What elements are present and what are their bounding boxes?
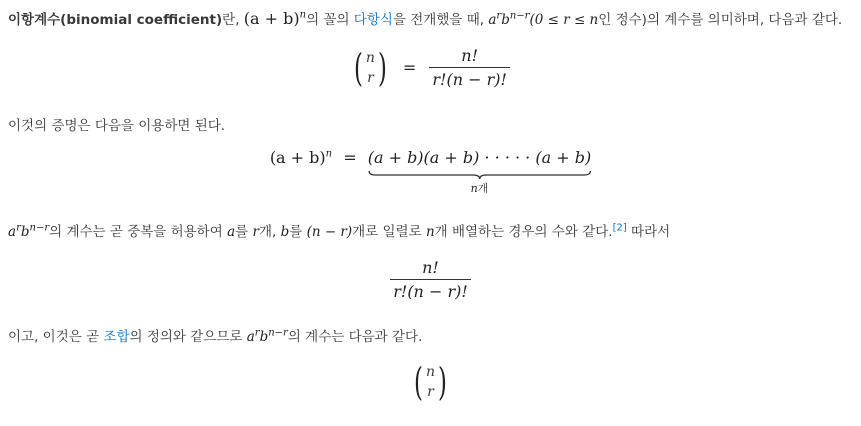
equation-binomial-definition (0, 46, 861, 89)
text: 을 전개했을 때, (392, 12, 489, 28)
equals-sign: = (343, 148, 357, 167)
binomial-symbol: ( n r ) (414, 360, 447, 404)
equation-fraction (0, 258, 861, 301)
underbrace-group (367, 148, 592, 195)
counting-paragraph: $a^rb^{n-r}$의 계수는 곧 중복을 허용하여 a를 r개, b를 (n − r)개로 일렬로 n개 배열하는 경우의 수와 같다.[2] 따라서 (8, 222, 671, 240)
expansion-rhs: (a + b)(a + b) · · · · · (a + b) (367, 148, 592, 167)
underbrace (368, 170, 591, 180)
combination-paragraph: 이고, 이것은 곧 조합의 정의와 같으므로 $a^rb^{n-r}$의 계수는 다음과 같다. (8, 327, 423, 345)
term-binomial-coefficient: 이항계수(binomial coefficient) (8, 12, 223, 28)
equation-binomial (0, 362, 861, 402)
text: 인 정수 (598, 12, 642, 28)
brace-label: n개 (470, 182, 489, 195)
fraction: $\frac{n!}{r!(n - r)!}$ (429, 46, 510, 89)
text: )의 계수를 의미하며, 다음과 같다. (641, 12, 843, 28)
text: 란, (222, 12, 244, 28)
expansion-lhs: (a + b) (269, 148, 326, 167)
math-term: $a^rb^{n-r}$ (246, 327, 288, 345)
binomial-symbol: ( n r ) (354, 45, 387, 90)
link-polynomial[interactable]: 다항식 (353, 12, 393, 28)
text: 의 꼴의 (306, 12, 354, 28)
intro-paragraph (8, 8, 842, 28)
math-condition: (0 ≤ r ≤ n (529, 12, 599, 28)
math-expr: $(a + b)^n$ (243, 9, 307, 28)
footnote-link-2[interactable]: [2] (612, 222, 627, 234)
link-combination[interactable]: 조합 (103, 329, 130, 345)
fraction: $\frac{n!}{r!(n - r)!}$ (390, 258, 471, 301)
equals-sign: = (402, 58, 417, 77)
equation-expansion (0, 148, 861, 195)
proof-intro: 이것의 증명은 다음을 이용하면 된다. (8, 118, 226, 134)
math-term: $a^rb^{n-r}$ (8, 222, 50, 240)
exponent: n (325, 148, 333, 160)
math-term: $a^rb^{n-r}$ (488, 10, 530, 28)
